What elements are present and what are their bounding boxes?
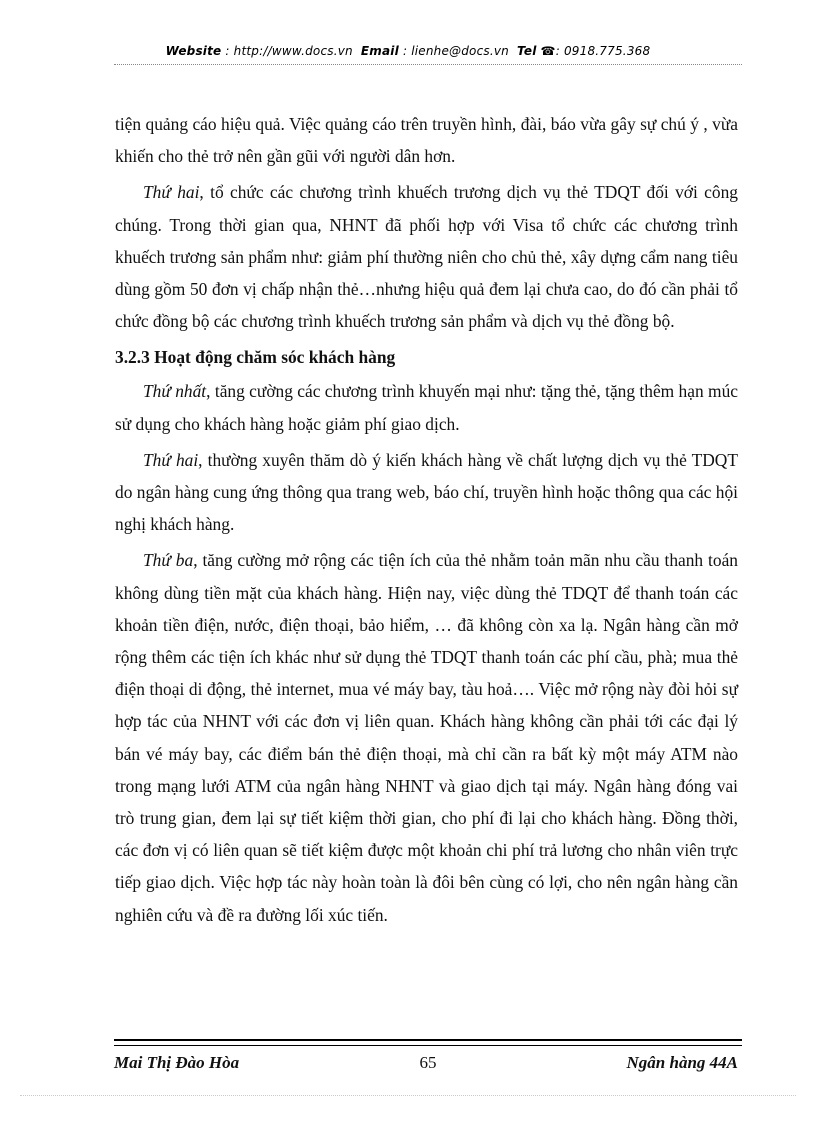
paragraph-2-lead: Thứ hai (143, 182, 200, 203)
website-value: : http://www.docs.vn (225, 44, 353, 58)
page-body (115, 108, 738, 935)
paragraph-5-text: , tăng cường mở rộng các tiện ích của thẻ nhằm toản mãn nhu cầu thanh toán không dùng tiền mặt của khách hàng. Hiện nay, việc dùng thẻ TDQT để thanh toán các khoản tiền điện, nước, điện thoại, bảo hiểm, … đã không còn xa lạ. Ngân hàng cần mở rộng thêm các tiện ích khác như sử dụng thẻ TDQT thanh toán các phí cầu, phà; mua thẻ điện thoại di động, thẻ internet, mua vé máy bay, tàu hoả…. Việc mở rộng này đòi hỏi sự hợp tác của NHNT với các đơn vị liên quan. Khách hàng không cần phải tới các đại lý bán vé máy bay, các điểm bán thẻ điện thoại, mà chỉ cần ra bất kỳ một máy ATM nào trong mạng lưới ATM của ngân hàng NHNT và giao dịch tại máy. Ngân hàng đóng vai trò trung gian, đem lại sự tiết kiệm thời gian, cho phí đi lại cho khách hàng. Đồng thời, các đơn vị có liên quan sẽ tiết kiệm được một khoản chi phí trả lương cho nhân viên trực tiếp giao dịch. Việc hợp tác này hoàn toàn là đôi bên cùng có lợi, cho nên ngân hàng cần nghiên cứu và đề ra đường lối xúc tiến. (115, 550, 738, 925)
paragraph-3-lead: Thứ nhất (143, 381, 207, 402)
footer-class: Ngân hàng 44A (626, 1053, 738, 1072)
paragraph-3 (115, 375, 738, 439)
paragraph-4-lead: Thứ hai (143, 449, 199, 470)
website-label: Website (165, 44, 222, 58)
paragraph-5 (115, 544, 738, 930)
paragraph-3-text: , tăng cường các chương trình khuyến mại như: tặng thẻ, tặng thêm hạn múc sử dụng cho khách hàng hoặc giảm phí giao dịch. (115, 381, 738, 434)
header-divider (114, 64, 742, 65)
section-heading: 3.2.3 Hoạt động chăm sóc khách hàng (115, 347, 396, 368)
paragraph-2 (115, 176, 738, 337)
paragraph-2-text: , tổ chức các chương trình khuếch trương dịch vụ thẻ TDQT đối với công chúng. Trong thời gian qua, NHNT đã phối hợp với Visa tổ chức các chương trình khuếch trương sản phẩm như: giảm phí thường niên cho chủ thẻ, xây dựng cẩm nang tiêu dùng gồm 50 đơn vị chấp nhận thẻ…nhưng hiệu quả đem lại chưa cao, do đó cần phải tổ chức đồng bộ các chương trình khuếch trương sản phẩm và dịch vụ thẻ đồng bộ. (115, 182, 738, 332)
tel-value: : 0918.775.368 (555, 44, 651, 58)
paragraph-4-text: , thường xuyên thăm dò ý kiến khách hàng về chất lượng dịch vụ thẻ TDQT do ngân hàng cung ứng thông qua trang web, báo chí, truyền hình hoặc thông qua các hội nghị khách hàng. (115, 449, 738, 535)
footer-author: Mai Thị Đào Hòa (114, 1053, 240, 1072)
email-value: : lienhe@docs.vn (402, 44, 509, 58)
tel-label: Tel (517, 44, 537, 58)
page-bottom-divider (20, 1095, 796, 1096)
footer-divider (114, 1039, 742, 1046)
phone-icon: ☎ (540, 44, 556, 58)
paragraph-4 (115, 444, 738, 541)
paragraph-1: tiện quảng cáo hiệu quả. Việc quảng cáo trên truyền hình, đài, báo vừa gây sự chú ý , vừa khiến cho thẻ trở nên gần gũi với người dân hơn. (115, 114, 738, 167)
paragraph-5-lead: Thứ ba (143, 550, 194, 571)
page-footer (114, 1053, 742, 1077)
email-label: Email (360, 44, 399, 58)
page-number: 65 (419, 1053, 437, 1072)
page-header (0, 44, 816, 58)
